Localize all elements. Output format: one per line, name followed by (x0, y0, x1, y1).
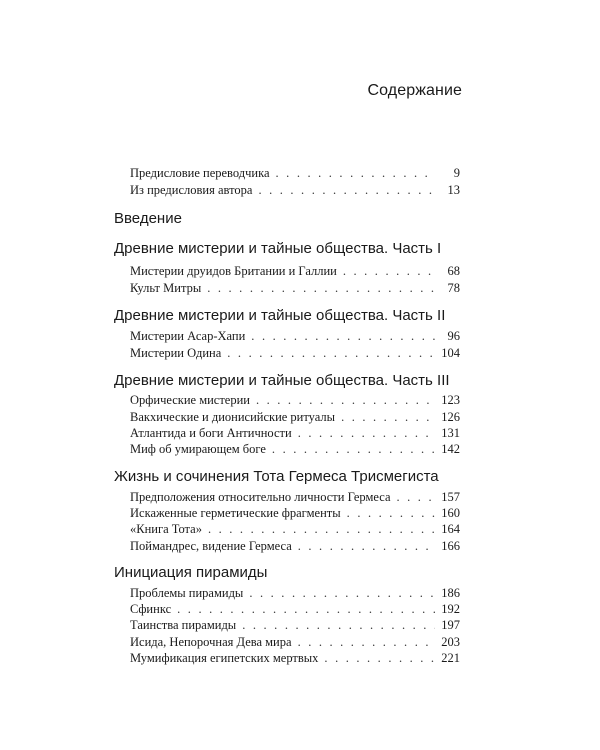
toc-entry-page: 13 (447, 183, 460, 197)
dot-leader (272, 441, 435, 457)
toc-entry-author-preface[interactable] (130, 182, 460, 198)
toc-entry-page: 197 (441, 618, 460, 632)
toc-entry-page: 157 (441, 490, 460, 504)
toc-entry[interactable] (130, 441, 460, 457)
toc-entry[interactable] (130, 392, 460, 408)
toc-entry-title: Вакхические и дионисийские ритуалы (130, 410, 336, 424)
toc-entry-page: 142 (441, 442, 460, 456)
toc-entry[interactable] (130, 585, 460, 601)
dot-leader (207, 280, 436, 296)
toc-entry-title: Таинства пирамиды (130, 618, 237, 632)
toc-entry[interactable] (130, 538, 460, 554)
toc-entry-page: 192 (441, 602, 460, 616)
toc-entry[interactable] (130, 521, 460, 537)
section-heading-hermes[interactable]: Жизнь и сочинения Тота Гермеса Трисмегиста (114, 468, 439, 485)
dot-leader (249, 585, 435, 601)
toc-entry-page: 9 (453, 166, 460, 180)
toc-entry-title: Предисловие переводчика (130, 166, 270, 180)
dot-leader (324, 650, 435, 666)
dot-leader (242, 617, 435, 633)
dot-leader (276, 165, 436, 181)
toc-entry-page: 96 (447, 329, 460, 343)
toc-entry-page: 160 (441, 506, 460, 520)
toc-entry[interactable] (130, 409, 460, 425)
toc-entry[interactable] (130, 280, 460, 296)
toc-entry[interactable] (130, 425, 460, 441)
dot-leader (347, 505, 436, 521)
toc-entry[interactable] (130, 489, 460, 505)
toc-entry-title: Мистерии друидов Британии и Галлии (130, 264, 337, 278)
toc-entry-title: Предположения относительно личности Гермеса (130, 490, 391, 504)
toc-entry-page: 186 (441, 586, 460, 600)
toc-entry[interactable] (130, 617, 460, 633)
toc-entry-title: Миф об умирающем боге (130, 442, 266, 456)
section-heading-part-1[interactable]: Древние мистерии и тайные общества. Часть I (114, 240, 442, 257)
dot-leader (343, 263, 436, 279)
toc-entry-title: Мистерии Асар-Хапи (130, 329, 246, 343)
toc-entry[interactable] (130, 328, 460, 344)
dot-leader (256, 392, 435, 408)
dot-leader (298, 634, 436, 650)
toc-entry-title: Мумификация египетских мертвых (130, 651, 319, 665)
toc-entry-title: Орфические мистерии (130, 393, 250, 407)
section-heading-pyramid[interactable]: Инициация пирамиды (114, 564, 268, 581)
toc-entry-title: Культ Митры (130, 281, 202, 295)
toc-entry-title: Из предисловия автора (130, 183, 253, 197)
toc-entry-title: Мистерии Одина (130, 346, 222, 360)
toc-entry-title: Поймандрес, видение Гермеса (130, 539, 292, 553)
dot-leader (208, 521, 435, 537)
dot-leader (341, 409, 435, 425)
dot-leader (298, 538, 436, 554)
dot-leader (258, 182, 436, 198)
page-title: Содержание (367, 82, 462, 99)
toc-entry-title: Искаженные герметические фрагменты (130, 506, 341, 520)
toc-entry[interactable] (130, 263, 460, 279)
section-heading-introduction[interactable]: Введение (114, 210, 182, 227)
toc-entry-page: 126 (441, 410, 460, 424)
toc-entry-page: 221 (441, 651, 460, 665)
toc-entry-title: Сфинкс (130, 602, 172, 616)
toc-entry-page: 131 (441, 426, 460, 440)
toc-entry-page: 203 (441, 635, 460, 649)
toc-entry-page: 78 (447, 281, 460, 295)
toc-entry[interactable] (130, 601, 460, 617)
toc-entry[interactable] (130, 345, 460, 361)
dot-leader (177, 601, 435, 617)
dot-leader (298, 425, 436, 441)
dot-leader (227, 345, 435, 361)
toc-entry-page: 164 (441, 522, 460, 536)
toc-entry[interactable] (130, 650, 460, 666)
toc-entry-page: 166 (441, 539, 460, 553)
section-heading-part-2[interactable]: Древние мистерии и тайные общества. Часть II (114, 307, 446, 324)
toc-entry-translator-preface[interactable] (130, 165, 460, 181)
dot-leader (397, 489, 436, 505)
toc-entry[interactable] (130, 634, 460, 650)
toc-entry-page: 123 (441, 393, 460, 407)
toc-entry-title: Исида, Непорочная Дева мира (130, 635, 292, 649)
dot-leader (251, 328, 436, 344)
section-heading-part-3[interactable]: Древние мистерии и тайные общества. Часть III (114, 372, 450, 389)
toc-entry-title: Проблемы пирамиды (130, 586, 244, 600)
toc-entry[interactable] (130, 505, 460, 521)
toc-entry-page: 68 (447, 264, 460, 278)
toc-entry-page: 104 (441, 346, 460, 360)
toc-entry-title: Атлантида и боги Античности (130, 426, 292, 440)
toc-entry-title: «Книга Тота» (130, 522, 202, 536)
